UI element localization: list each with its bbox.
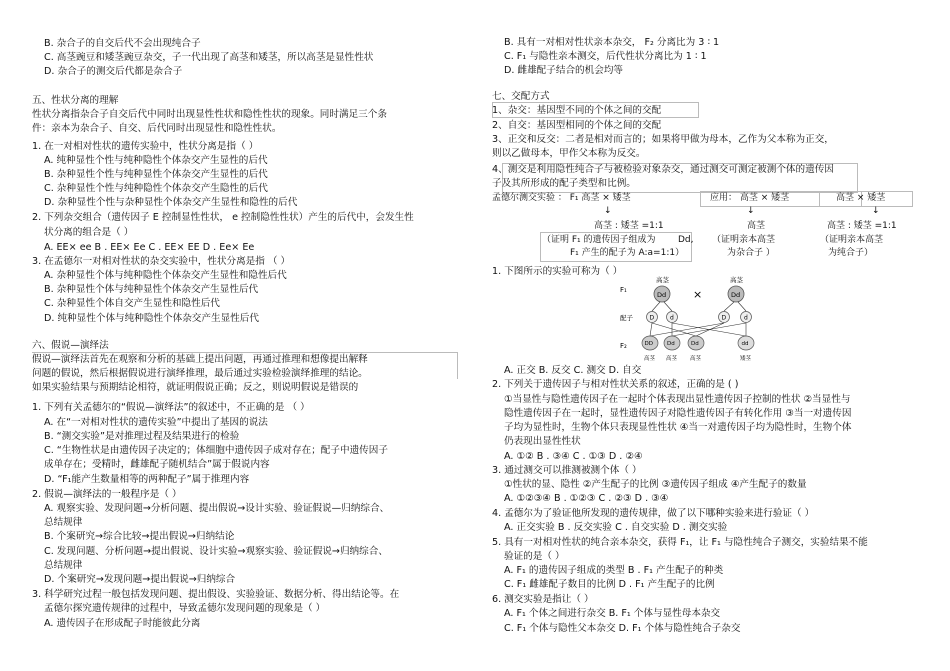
offspring-genotype: DD [644,341,653,347]
option-line: C. 高茎豌豆和矮茎豌豆杂交，子一代出现了高茎和矮茎，所以高茎是显性性状 [44,52,374,63]
testcross-ratio: 高茎 : 矮茎 =1:1 [594,221,664,231]
gamete-allele: D [721,314,727,322]
statement-line: ①当显性与隐性遗传因子在一起时个体表现出显性遗传因子控制的性状 ②当显性与 [504,394,851,405]
statement-line: 隐性遗传因子在一起时，显性遗传因子对隐性遗传因子有转化作用 ③当一对遗传因 [504,408,852,419]
option-line: 总结规律 [44,517,83,528]
offspring-phenotype: 高茎 [690,356,702,362]
option-line: 总结规律 [44,560,83,571]
option-line: D. 杂种显性个性与杂种显性个体杂交产生显性和隐性的后代 [44,197,298,208]
option-line: B. 杂种显性个性与纯种显性个体杂交产生显性的后代 [44,169,268,180]
gamete-label: 配子 [620,314,633,322]
question: 4. 孟德尔为了验证他所发现的遗传规律，做了以下哪种实验来进行验证（ ） [492,508,815,519]
body-text: 问题的假说，然后根据假说进行演绎推理，最后通过实验检验演绎推理的结论。 [32,368,368,379]
gamete-allele: d [744,314,748,322]
option-line: A. 杂种显性个体与纯种隐性个体杂交产生显性和隐性后代 [44,270,287,281]
question-cont: 状分离的组合是（ ） [44,227,134,238]
down-arrow: ↓ [747,206,755,216]
option-line: B. “测交实验”是对推理过程及结果进行的检验 [44,431,240,442]
option-line: D. 杂合子的测交后代都是杂合子 [44,66,183,77]
application-note: （证明亲本高茎 [712,235,776,245]
third-cross-note: （证明亲本高茎 [820,235,884,245]
cross-symbol: × [693,288,703,301]
question: 1. 在一对相对性状的遗传实验中，性状分离是指（ ） [32,141,259,152]
parent-phenotype: 高茎 [730,276,743,284]
testcross-title: 孟德尔测交实验 ： F₁ 高茎 × 矮茎 [492,193,631,203]
f2-label: F₂ [620,342,627,350]
option-line: 成单存在；受精时，雌雄配子随机结合”属于假说内容 [44,459,270,470]
option-line: B. 具有一对相对性状亲本杂交， F₂ 分离比为 3 ∶ 1 [504,37,720,48]
option-line: C. F₁ 雌雄配子数目的比例 D . F₁ 产生配子的比例 [504,579,715,590]
parent-genotype: Dd [657,291,667,299]
testcross-note: （证明 F₁ 的遗传因子组成为 [542,235,656,245]
question: 1. 下列有关孟德尔的“假说—演绎法”的叙述中，不正确的是 （ ） [32,402,310,413]
third-cross-ratio: 高茎 : 矮茎 =1:1 [827,221,897,231]
option-line: A. 纯种显性个性与纯种隐性个体杂交产生显性的后代 [44,155,268,166]
option-line: D. 个案研究→发现问题→提出假说→归纳综合 [44,574,236,585]
testcross-genotype: Dd, [678,235,694,245]
option-line: A. ①② B . ③④ C . ①③ D . ②④ [504,451,643,462]
question: 3. 在孟德尔一对相对性状的杂交实验中，性状分离是指 （ ） [32,256,291,267]
body-text: 性状分离指杂合子自交后代中同时出现显性性状和隐性性状的现象。同时满足三个条 [32,109,387,120]
section-heading: 七、交配方式 [492,91,550,102]
option-line: C. 发现问题、分析问题→提出假说、设计实验→观察实验、验证假说→归纳综合、 [44,546,388,557]
application-result: 高茎 [747,221,766,231]
question: 2. 下列杂交组合（遗传因子 E 控制显性性状， e 控制隐性性状）产生的后代中，会发生性 [32,212,414,223]
testcross-gametes: F₁ 产生的配子为 A:a=1:1） [570,248,685,258]
option-line: B. 个案研究→综合比较→提出假说→归纳结论 [44,531,235,542]
section-heading: 五、性状分离的理解 [32,95,119,106]
parent-phenotype: 高茎 [656,276,669,284]
option-line: A. EE× ee B . EE× Ee C . EE× EE D . Ee× Ee [44,242,255,253]
gamete-allele: d [670,314,674,322]
option-line: C. 杂种显性个体自交产生显性和隐性后代 [44,298,220,309]
section-heading: 六、假说—演绎法 [32,340,109,351]
question: 5. 具有一对相对性状的纯合亲本杂交，获得 F₁，让 F₁ 与隐性纯合子测交，实验结果不能 [492,537,868,548]
question: 2. 下列关于遗传因子与相对性状关系的叙述，正确的是 ( ) [492,379,739,390]
application-title: 应用： 高茎 × 矮茎 [710,193,790,203]
option-line: A. 在“一对相对性状的遗传实验”中提出了基因的说法 [44,417,268,428]
application-note: 为杂合子 ） [727,248,775,258]
definition-item: 子及其所形成的配子类型和比例。 [492,178,636,189]
question: 3. 通过测交可以推测被测个体（ ） [492,465,642,476]
offspring-phenotype: 高茎 [666,356,678,362]
question: 3. 科学研究过程一般包括发现问题、提出假设、实验验证、数据分析、得出结论等。在 [32,589,400,600]
definition-item: 则以乙做母本，甲作父本称为反交。 [492,148,646,159]
option-line: B. 杂种显性个体与纯种显性个体杂交产生显性后代 [44,284,259,295]
third-cross-note: 为纯合子） [828,248,874,258]
option-line: B. 杂合子的自交后代不会出现纯合子 [44,38,201,49]
offspring-genotype: dd [741,341,749,347]
definition-item: 4、测交是利用隐性纯合子与被检验对象杂交，通过测交可测定被测个体的遗传因 [492,164,834,175]
offspring-genotype: Dd [667,341,675,347]
gamete-arrows [650,302,746,336]
option-line: D. “F₁能产生数量相等的两种配子”属于推理内容 [44,474,250,485]
statement-line: 仍表现出显性性状 [504,436,581,447]
question: 2. 假说—演绎法的一般程序是（ ） [32,489,182,500]
option-line: A. F₁ 个体之间进行杂交 B. F₁ 个体与显性母本杂交 [504,608,721,619]
f1-label: F₁ [620,286,627,294]
question: 6. 测交实验是指让（ ） [492,594,594,605]
parent-genotype: Dd [731,291,741,299]
down-arrow: ↓ [872,206,880,216]
definition-item: 3、正交和反交：二者是相对而言的；如果将甲做为母本，乙作为父本称为正交， [492,134,834,145]
statement-line: 子均为显性时，生物个体只表现显性性状 ④当一对遗传因子均为隐性时，生物个体 [504,422,852,433]
body-text: 件：亲本为杂合子、自交、后代同时出现显性和隐性性状。 [32,123,282,134]
down-arrow: ↓ [604,206,612,216]
option-line: D. 纯种显性个体与纯种隐性个体杂交产生显性后代 [44,313,259,324]
statement-line: ①性状的显、隐性 ②产生配子的比例 ③遗传因子组成 ④产生配子的数量 [504,479,807,490]
definition-item: 2、自交：基因型相同的个体之间的交配 [492,120,662,131]
definition-item: 1、杂交：基因型不同的个体之间的交配 [492,105,662,116]
offspring-genotype: Dd [691,341,699,347]
option-line: A. 遗传因子在形成配子时能彼此分离 [44,618,201,629]
option-line: A. ①②③④ B . ①②③ C . ②③ D . ③④ [504,493,669,504]
body-text: 假说—演绎法首先在观察和分析的基础上提出问题，再通过推理和想像提出解释 [32,354,368,365]
body-text: 如果实验结果与预期结论相符，就证明假说正确；反之，则说明假说是错误的 [32,382,359,393]
question-cont: 孟德尔探究遗传规律的过程中，导致孟德尔发现问题的现象是（ ） [44,603,326,614]
testcross-diagram [620,274,772,364]
option-line: A. 正交 B. 反交 C. 测交 D. 自交 [504,365,642,376]
option-line: C. “生物性状是由遗传因子决定的；体细胞中遗传因子成对存在；配子中遗传因子 [44,445,388,456]
offspring-phenotype: 高茎 [644,356,656,362]
option-line: C. 杂种显性个性与纯种隐性个体杂交产生隐性的后代 [44,183,268,194]
option-line: C. F₁ 与隐性亲本测交，后代性状分离比为 1 ∶ 1 [504,51,707,62]
third-cross-title: 高茎 × 矮茎 [836,193,886,203]
question-cont: 验证的是（ ） [504,551,565,562]
offspring-phenotype: 矮茎 [740,356,752,362]
option-line: A. 正交实验 B . 反交实验 C . 自交实验 D . 测交实验 [504,522,728,533]
option-line: A. F₁ 的遗传因子组成的类型 B . F₁ 产生配子的种类 [504,565,724,576]
option-line: A. 观察实验、发现问题→分析问题、提出假说→设计实验、验证假说—归纳综合、 [44,503,390,514]
option-line: C. F₁ 个体与隐性父本杂交 D. F₁ 个体与隐性纯合子杂交 [504,623,741,634]
option-line: D. 雌雄配子结合的机会均等 [504,65,624,76]
gamete-allele: D [649,314,655,322]
question: 1. 下图所示的实验可称为（ ） [492,266,623,277]
